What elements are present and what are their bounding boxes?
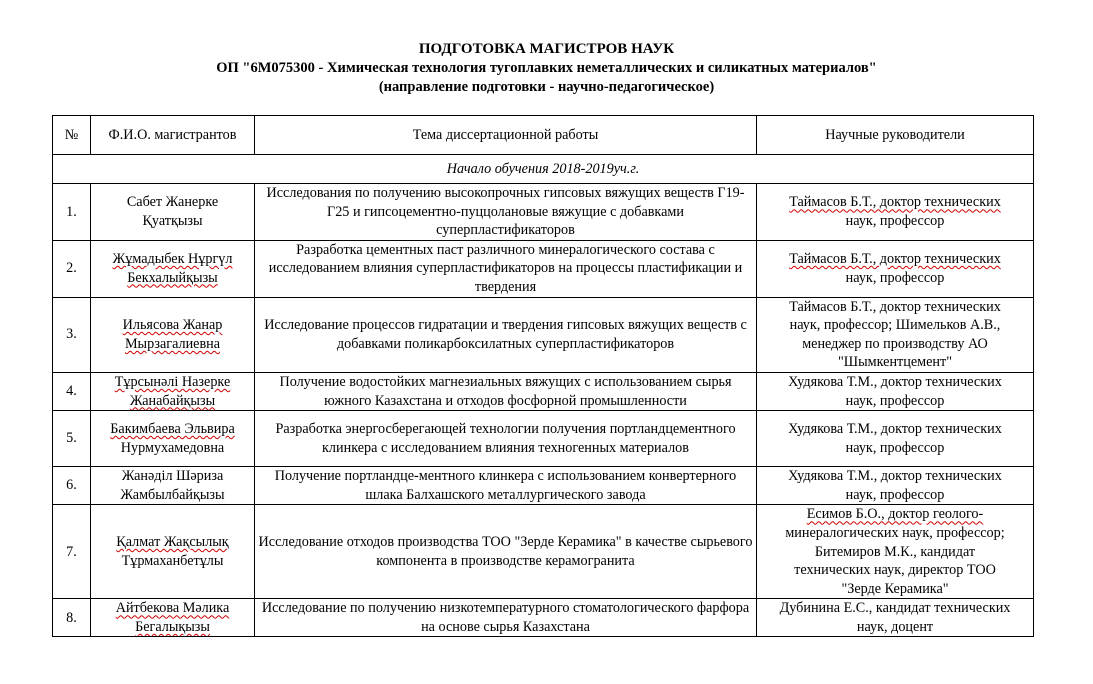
thesis-topic: Исследование по получению низкотемпературного стоматологического фарфора на основе сырья Казахстана xyxy=(255,599,757,637)
supervisor: Дубинина Е.С., кандидат технических наук, доцент xyxy=(757,599,1034,637)
supervisor: Есимов Б.О., доктор геолого- минералогических наук, профессор; Битемиров М.К., кандидат технических наук, директор ТОО "Зерде Керамика" xyxy=(757,505,1034,599)
column-header-topic: Тема диссертационной работы xyxy=(255,116,757,155)
row-number: 3. xyxy=(53,297,91,372)
row-number: 5. xyxy=(53,411,91,467)
supervisor: Худякова Т.М., доктор технических наук, профессор xyxy=(757,467,1034,505)
row-number: 6. xyxy=(53,467,91,505)
supervisor: Худякова Т.М., доктор технических наук, профессор xyxy=(757,372,1034,410)
student-name: Жұмадыбек Нұргүл Бекхалыйқызы xyxy=(91,240,255,297)
student-name: Қалмат Жақсылық Тұрмаханбетұлы xyxy=(91,505,255,599)
row-number: 1. xyxy=(53,184,91,241)
section-row xyxy=(53,155,1034,184)
student-name: Жанәділ Шәриза Жамбылбайқызы xyxy=(91,467,255,505)
table-row xyxy=(53,599,1034,637)
supervisor: Худякова Т.М., доктор технических наук, профессор xyxy=(757,411,1034,467)
row-number: 8. xyxy=(53,599,91,637)
thesis-topic: Исследование отходов производства ТОО "Зерде Керамика" в качестве сырьевого компонента в производстве керамогранита xyxy=(255,505,757,599)
student-name: Сабет Жанерке Қуатқызы xyxy=(91,184,255,241)
direction-subtitle: (направление подготовки - научно-педагогическое) xyxy=(378,79,715,95)
program-title: ОП "6М075300 - Химическая технология тугоплавких неметаллических и силикатных материалов" xyxy=(216,60,877,76)
table-row xyxy=(53,240,1034,297)
supervisor: Таймасов Б.Т., доктор технических наук, профессор xyxy=(757,240,1034,297)
thesis-topic: Разработка цементных паст различного минералогического состава с исследованием влияния суперпластификаторов на процессы пластификации и твердения xyxy=(255,240,757,297)
supervisor: Таймасов Б.Т., доктор технических наук, профессор xyxy=(757,184,1034,241)
supervisor: Таймасов Б.Т., доктор технических наук, профессор; Шимельков А.В., менеджер по производству АО "Шымкентцемент" xyxy=(757,297,1034,372)
student-name: Ильясова Жанар Мырзагалиевна xyxy=(91,297,255,372)
table-row xyxy=(53,372,1034,410)
thesis-topic: Разработка энергосберегающей технологии получения портландцементного клинкера с исследованием влияния техногенных материалов xyxy=(255,411,757,467)
masters-table xyxy=(52,115,1034,637)
student-name: Айтбекова Мәлика Бегалықызы xyxy=(91,599,255,637)
table-row xyxy=(53,297,1034,372)
row-number: 7. xyxy=(53,505,91,599)
row-number: 2. xyxy=(53,240,91,297)
section-label: Начало обучения 2018-2019уч.г. xyxy=(53,155,1034,184)
column-header-name: Ф.И.О. магистрантов xyxy=(91,116,255,155)
page-title: ПОДГОТОВКА МАГИСТРОВ НАУК xyxy=(418,41,675,57)
table-row xyxy=(53,184,1034,241)
thesis-topic: Исследования по получению высокопрочных гипсовых вяжущих веществ Г19-Г25 и гипсоцементно-пуццолановые вяжущие с добавками суперпластификаторов xyxy=(255,184,757,241)
thesis-topic: Получение портландце-ментного клинкера с использованием конвертерного шлака Балхашского металлургического завода xyxy=(255,467,757,505)
column-header-supervisor: Научные руководители xyxy=(757,116,1034,155)
student-name: Тұрсынәлі Назерке Жанабайқызы xyxy=(91,372,255,410)
row-number: 4. xyxy=(53,372,91,410)
table-row xyxy=(53,467,1034,505)
table-row xyxy=(53,411,1034,467)
thesis-topic: Получение водостойких магнезиальных вяжущих с использованием сырья южного Казахстана и отходов фосфорной промышленности xyxy=(255,372,757,410)
table-row xyxy=(53,505,1034,599)
student-name: Бакимбаева Эльвира Нурмухамедовна xyxy=(91,411,255,467)
table-header-row xyxy=(53,116,1034,155)
column-header-number: № xyxy=(53,116,91,155)
thesis-topic: Исследование процессов гидратации и твердения гипсовых вяжущих веществ с добавками поликарбоксилатных суперпластификаторов xyxy=(255,297,757,372)
